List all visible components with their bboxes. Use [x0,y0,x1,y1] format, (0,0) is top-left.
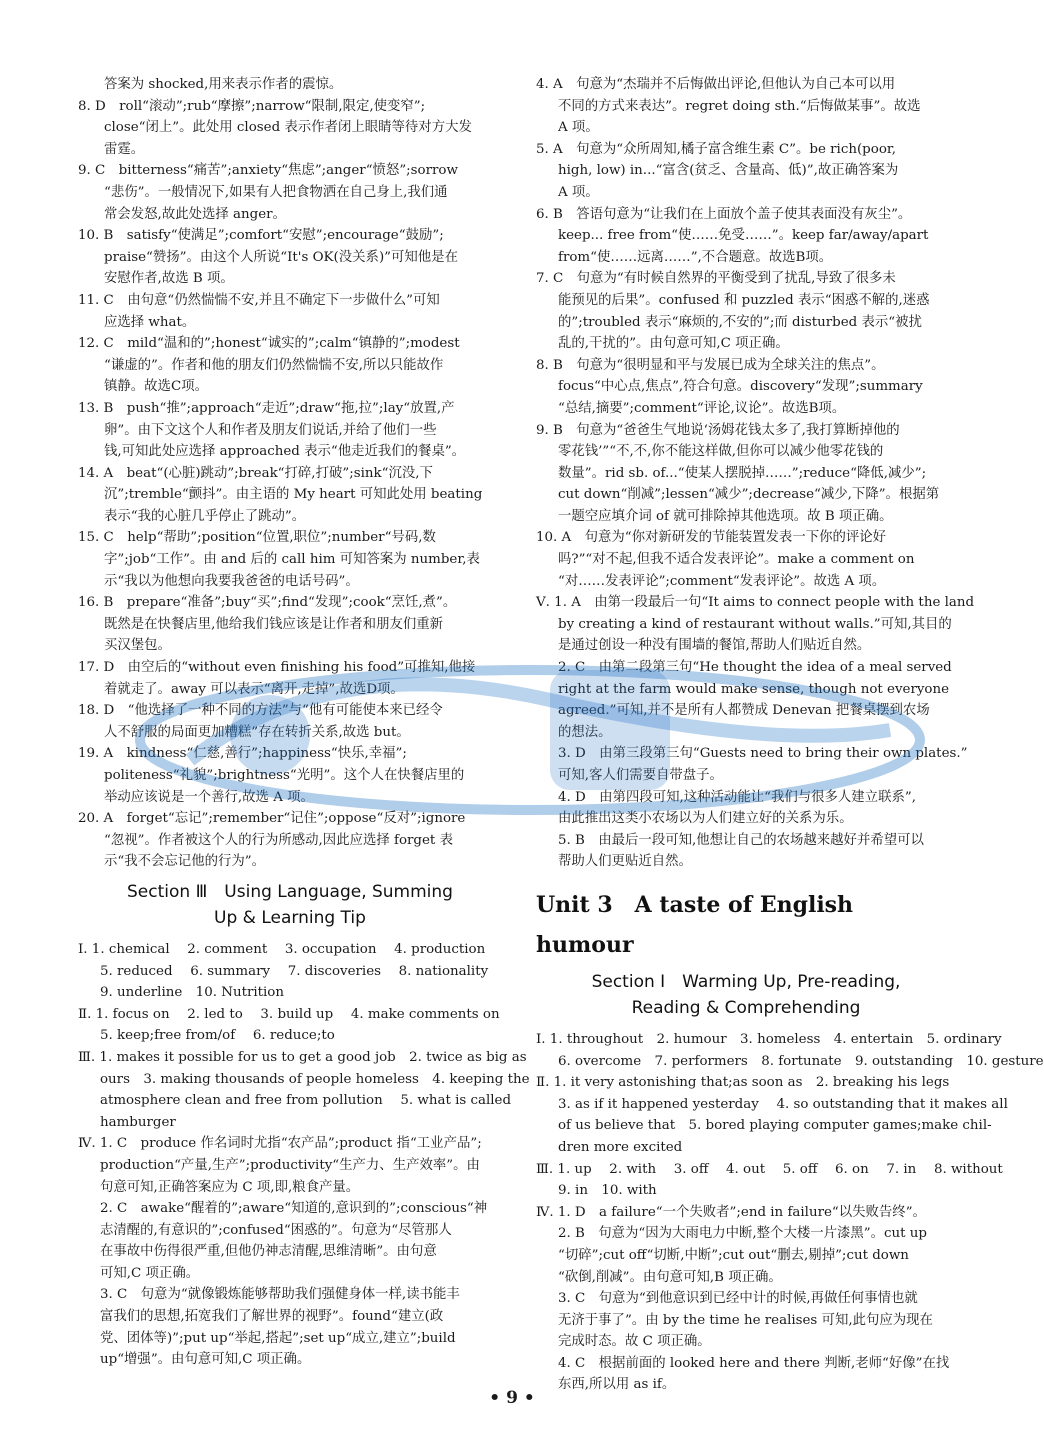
answer-line: “砍倒,削减”。由句意可知,B 项正确。 [558,1269,782,1285]
answer-line: Ⅰ. 1. throughout 2. humour 3. homeless 4. entertain 5. ordinary [536,1031,1002,1047]
answer-line: 字”;job“工作”。由 and 后的 call him 可知答案为 number,表 [104,552,480,568]
answer-line: Ⅳ. 1. C produce 作名词时尤指“农产品”;product 指“工业产品”; [78,1136,482,1152]
answer-line: dren more excited [558,1139,683,1155]
answer-line: “对……发表评论”;comment“发表评论”。故选 A 项。 [558,573,886,589]
answer-line: 着就走了。away 可以表示“离开,走掉”,故选D项。 [104,681,404,697]
answer-line: 在事故中伤得很严重,但他仍神志清醒,思维清晰”。由句意 [100,1244,437,1260]
answer-line: “总结,摘要”;comment“评论,议论”。故选B项。 [558,400,846,416]
answer-line: A 项。 [558,120,599,136]
answer-line: 沉”;tremble“颤抖”。由主语的 My heart 可知此处用 beating [104,487,483,503]
answer-line: 一题空应填介词 of 就可排除掉其他选项。故 B 项正确。 [558,508,893,524]
answer-line: Ⅲ. 1. makes it possible for us to get a good job 2. twice as big as [78,1049,527,1065]
answer-line: atmosphere clean and free from pollution 5. what is called [100,1093,512,1109]
answer-line: from“使……远离……”,不合题意。故选B项。 [558,249,833,265]
answer-line: hamburger [100,1114,176,1130]
answer-line: Ⅰ. 1. chemical 2. comment 3. occupation 4. production [78,941,486,957]
answer-line: 13. B push“推”;approach“走近”;draw“拖,拉”;lay“放置,产 [78,400,455,416]
answer-line: ours 3. making thousands of people homeless 4. keeping the [100,1071,530,1087]
answer-line: “悲伤”。一般情况下,如果有人把食物洒在自己身上,我们通 [104,184,448,200]
answer-line: 无济于事了”。由 by the time he realises 可知,此句应为现在 [558,1312,933,1328]
answer-line: 完成时态。故 C 项正确。 [558,1334,711,1350]
section3-title-line1: Section Ⅲ Using Language, Summing [127,881,453,902]
answer-line: 买汉堡包。 [104,638,171,654]
section1-title-line1: Section Ⅰ Warming Up, Pre-reading, [591,971,901,992]
answer-line: Ⅳ. 1. D a failure“一个失败者”;end in failure“以失败告终”。 [536,1204,926,1220]
answer-line: 帮助人们更贴近自然。 [558,854,692,870]
answer-line: 2. B 句意为“因为大雨电力中断,整个大楼一片漆黑”。cut up [558,1226,927,1242]
answer-line: right at the farm would make sense, though not everyone [558,681,950,697]
answer-line: 示“我以为他想向我要我爸爸的电话号码”。 [104,573,359,589]
answer-line: 5. keep;free from/of 6. reduce;to [100,1028,335,1044]
answer-line: 4. A 句意为“杰瑞并不后悔做出评论,但他认为自己本可以用 [536,77,896,92]
answer-line: 15. C help“帮助”;position“位置,职位”;number“号码,数 [78,530,436,546]
answer-line: 不同的方式来表达”。regret doing sth.“后悔做某事”。故选 [558,98,921,114]
answer-line: 党、团体等)”;put up“举起,搭起”;set up“成立,建立”;build [100,1330,456,1346]
answer-line: 富我们的思想,拓宽我们了解世界的视野”。found“建立(政 [100,1309,444,1325]
answer-line: 东西,所以用 as if。 [558,1377,676,1393]
answer-line: 8. B 句意为“很明显和平与发展已成为全球关注的焦点”。 [536,357,885,373]
answer-line: Ⅱ. 1. focus on 2. led to 3. build up 4. make comments on [78,1006,500,1022]
answer-line: 表示“我的心脏几乎停止了跳动”。 [104,508,306,524]
answer-line: 12. C mild“温和的”;honest“诚实的”;calm“镇静的”;modest [78,336,460,352]
answer-line: 钱,可知此处应选择 approached 表示“他走近我们的餐桌”。 [104,444,466,460]
answer-line: 3. C 句意为“就像锻炼能够帮助我们强健身体一样,读书能丰 [100,1287,460,1303]
answer-line: 3. C 句意为“到他意识到已经中计的时候,再做任何事情也就 [558,1291,918,1307]
answer-line: 零花钱’”“不,不,你不能这样做,但你可以减少他零花钱的 [558,444,884,460]
page-number: • 9 • [489,1388,535,1408]
answer-line: 6. overcome 7. performers 8. fortunate 9. outstanding 10. gesture [558,1053,1044,1069]
answer-line: 19. A kindness“仁慈,善行”;happiness“快乐,幸福”; [78,746,407,762]
answer-line: 16. B prepare“准备”;buy“买”;find“发现”;cook“烹饪,煮”。 [78,595,457,611]
answer-line: 是通过创设一种没有围墙的餐馆,帮助人们贴近自然。 [558,638,871,654]
answer-line: 既然是在快餐店里,他给我们钱应该是让作者和朋友们重新 [104,616,444,632]
answer-line: “忽视”。作者被这个人的行为所感动,因此应选择 forget 表 [104,832,453,848]
left-answers-unit2-section2 [78,74,502,873]
answer-line: 举动应该说是一个善行,故选 A 项。 [104,789,314,805]
answer-line: 吗?”“对不起,但我不适合发表评论”。make a comment on [558,552,915,568]
answer-line: “谦虚的”。作者和他的朋友们仍然惴惴不安,所以只能故作 [104,357,444,373]
answer-line: 6. B 答语句意为“让我们在上面放个盖子使其表面没有灰尘”。 [536,206,912,222]
section1-title-line2: Reading & Comprehending [631,997,861,1018]
answer-line: of us believe that 5. bored playing computer games;make chil- [558,1118,992,1134]
answer-line: cut down“削减”;lessen“减少”;decrease“减少,下降”。根据第 [558,487,940,503]
answer-line: 7. C 句意为“有时候自然界的平衡受到了扰乱,导致了很多未 [536,271,896,287]
answer-line: 志清醒的,有意识的”;confused“困惑的”。句意为“尽管那人 [100,1222,452,1238]
answer-line: politeness“礼貌”;brightness“光明”。这个人在快餐店里的 [104,768,465,783]
answer-line: 9. C bitterness“痛苦”;anxiety“焦虑”;anger“愤怒”;sorrow [78,163,458,179]
answer-line: by creating a kind of restaurant without walls.”可知,其目的 [558,616,952,632]
answer-line: production“产量,生产”;productivity“生产力、生产效率”。由 [100,1157,480,1173]
answer-line: 10. B satisfy“使满足”;comfort“安慰”;encourage“鼓励”; [78,228,444,244]
section3-title-line2: Up & Learning Tip [214,907,366,928]
answer-line: 雷霆。 [104,141,145,157]
answer-line: close“闭上”。此处用 closed 表示作者闭上眼睛等待对方大发 [104,120,472,136]
answer-line: 应选择 what。 [104,314,196,330]
answer-line: 能预见的后果”。confused 和 puzzled 表示“困惑不解的,迷惑 [558,292,930,308]
answer-line: 安慰作者,故选 B 项。 [104,271,234,287]
left-column [78,74,530,1371]
answer-line: 9. underline 10. Nutrition [100,985,284,1001]
answer-line: 镇静。故选C项。 [104,379,208,395]
answer-line: 常会发怒,故此处选择 anger。 [104,206,286,222]
answer-line: high, low) in...“富含(贫乏、含量高、低)”,故正确答案为 [558,163,899,179]
left-answers-section3 [78,939,530,1371]
answer-line: 17. D 由空后的“without even finishing his food”可推知,他接 [78,660,476,676]
answer-line: praise“赞扬”。由这个人所说“It's OK(没关系)”可知他是在 [104,249,458,265]
answer-line: 可知,C 项正确。 [100,1265,200,1281]
answer-line: 由此推出这类小农场以为人们建立好的关系为乐。 [558,811,853,827]
answer-line: 句意可知,正确答案应为 C 项,即,粮食产量。 [100,1179,360,1195]
answer-line: 可知,客人们需要自带盘子。 [558,768,723,783]
right-answers-unit3-section1 [536,1029,1044,1396]
answer-line: 的”;troubled 表示“麻烦的,不安的”;而 disturbed 表示“被扰 [558,314,922,330]
right-column [536,74,1044,1396]
answer-line: Ⅱ. 1. it very astonishing that;as soon as 2. breaking his legs [536,1075,950,1091]
answer-line: 9. B 句意为“爸爸生气地说‘汤姆花钱太多了,我打算断掉他的 [536,422,900,438]
answer-line: 数量”。rid sb. of...“使某人摆脱掉……”;reduce“降低,减少”; [558,465,927,481]
answer-line: 9. in 10. with [558,1183,657,1199]
answer-line: 2. C 由第二段第三句“He thought the idea of a meal served [558,660,952,676]
answer-line: focus“中心点,焦点”,符合句意。discovery“发现”;summary [558,379,923,395]
answer-line: 8. D roll“滚动”;rub“摩擦”;narrow“限制,限定,使变窄”; [78,98,426,114]
answer-line: 18. D “他选择了一种不同的方法”与“他有可能使本来已经令 [78,703,443,719]
answer-line: 5. reduced 6. summary 7. discoveries 8. nationality [100,963,489,979]
answer-line: 答案为 shocked,用来表示作者的震惊。 [104,77,343,92]
unit3-title: Unit 3 A taste of English humour [536,891,854,958]
answer-line: agreed.”可知,并不是所有人都赞成 Denevan 把餐桌摆到农场 [558,703,930,719]
answer-line: 示“我不会忘记他的行为”。 [104,854,265,870]
answer-line: 5. B 由最后一段可知,他想让自己的农场越来越好并希望可以 [558,832,924,848]
right-answers-continued [536,74,975,873]
answer-line: 14. A beat“(心脏)跳动”;break“打碎,打破”;sink“沉没,下 [78,465,433,481]
answer-line: 人不舒服的局面更加糟糕”存在转折关系,故选 but。 [104,724,410,740]
answer-line: 3. as if it happened yesterday 4. so outstanding that it makes all [558,1096,1008,1112]
answer-line: 卵”。由下文这个人和作者及朋友们说话,并给了他们一些 [104,422,437,438]
answer-line: 4. C 根据前面的 looked here and there 判断,老师“好像”在找 [558,1355,950,1371]
answer-line: keep... free from“使……免受……”。keep far/away/apart [558,228,929,244]
answer-line: A 项。 [558,184,599,200]
answer-line: 2. C awake“醒着的”;aware“知道的,意识到的”;conscious“神 [100,1201,488,1217]
answer-line: 10. A 句意为“你对新研发的节能装置发表一下你的评论好 [536,530,887,546]
answer-line: Ⅲ. 1. up 2. with 3. off 4. out 5. off 6. on 7. in 8. without [536,1161,1003,1177]
answer-line: 4. D 由第四段可知,这种活动能让“我们与很多人建立联系”, [558,789,916,805]
answer-line: up“增强”。由句意可知,C 项正确。 [100,1352,311,1368]
answer-line: 的想法。 [558,724,612,740]
answer-line: 20. A forget“忘记”;remember“记住”;oppose“反对”;ignore [78,811,466,827]
answer-line: 5. A 句意为“众所周知,橘子富含维生素 C”。be rich(poor, [536,141,897,157]
answer-line: 11. C 由句意“仍然惴惴不安,并且不确定下一步做什么”可知 [78,292,440,308]
answer-line: 3. D 由第三段第三句“Guests need to bring their own plates.” [558,746,968,762]
answer-line: Ⅴ. 1. A 由第一段最后一句“It aims to connect people with the land [536,595,975,611]
answer-line: “切碎”;cut off“切断,中断”;cut out“删去,剔掉”;cut down [558,1247,909,1263]
answer-line: 乱的,干扰的”。由句意可知,C 项正确。 [558,336,789,352]
